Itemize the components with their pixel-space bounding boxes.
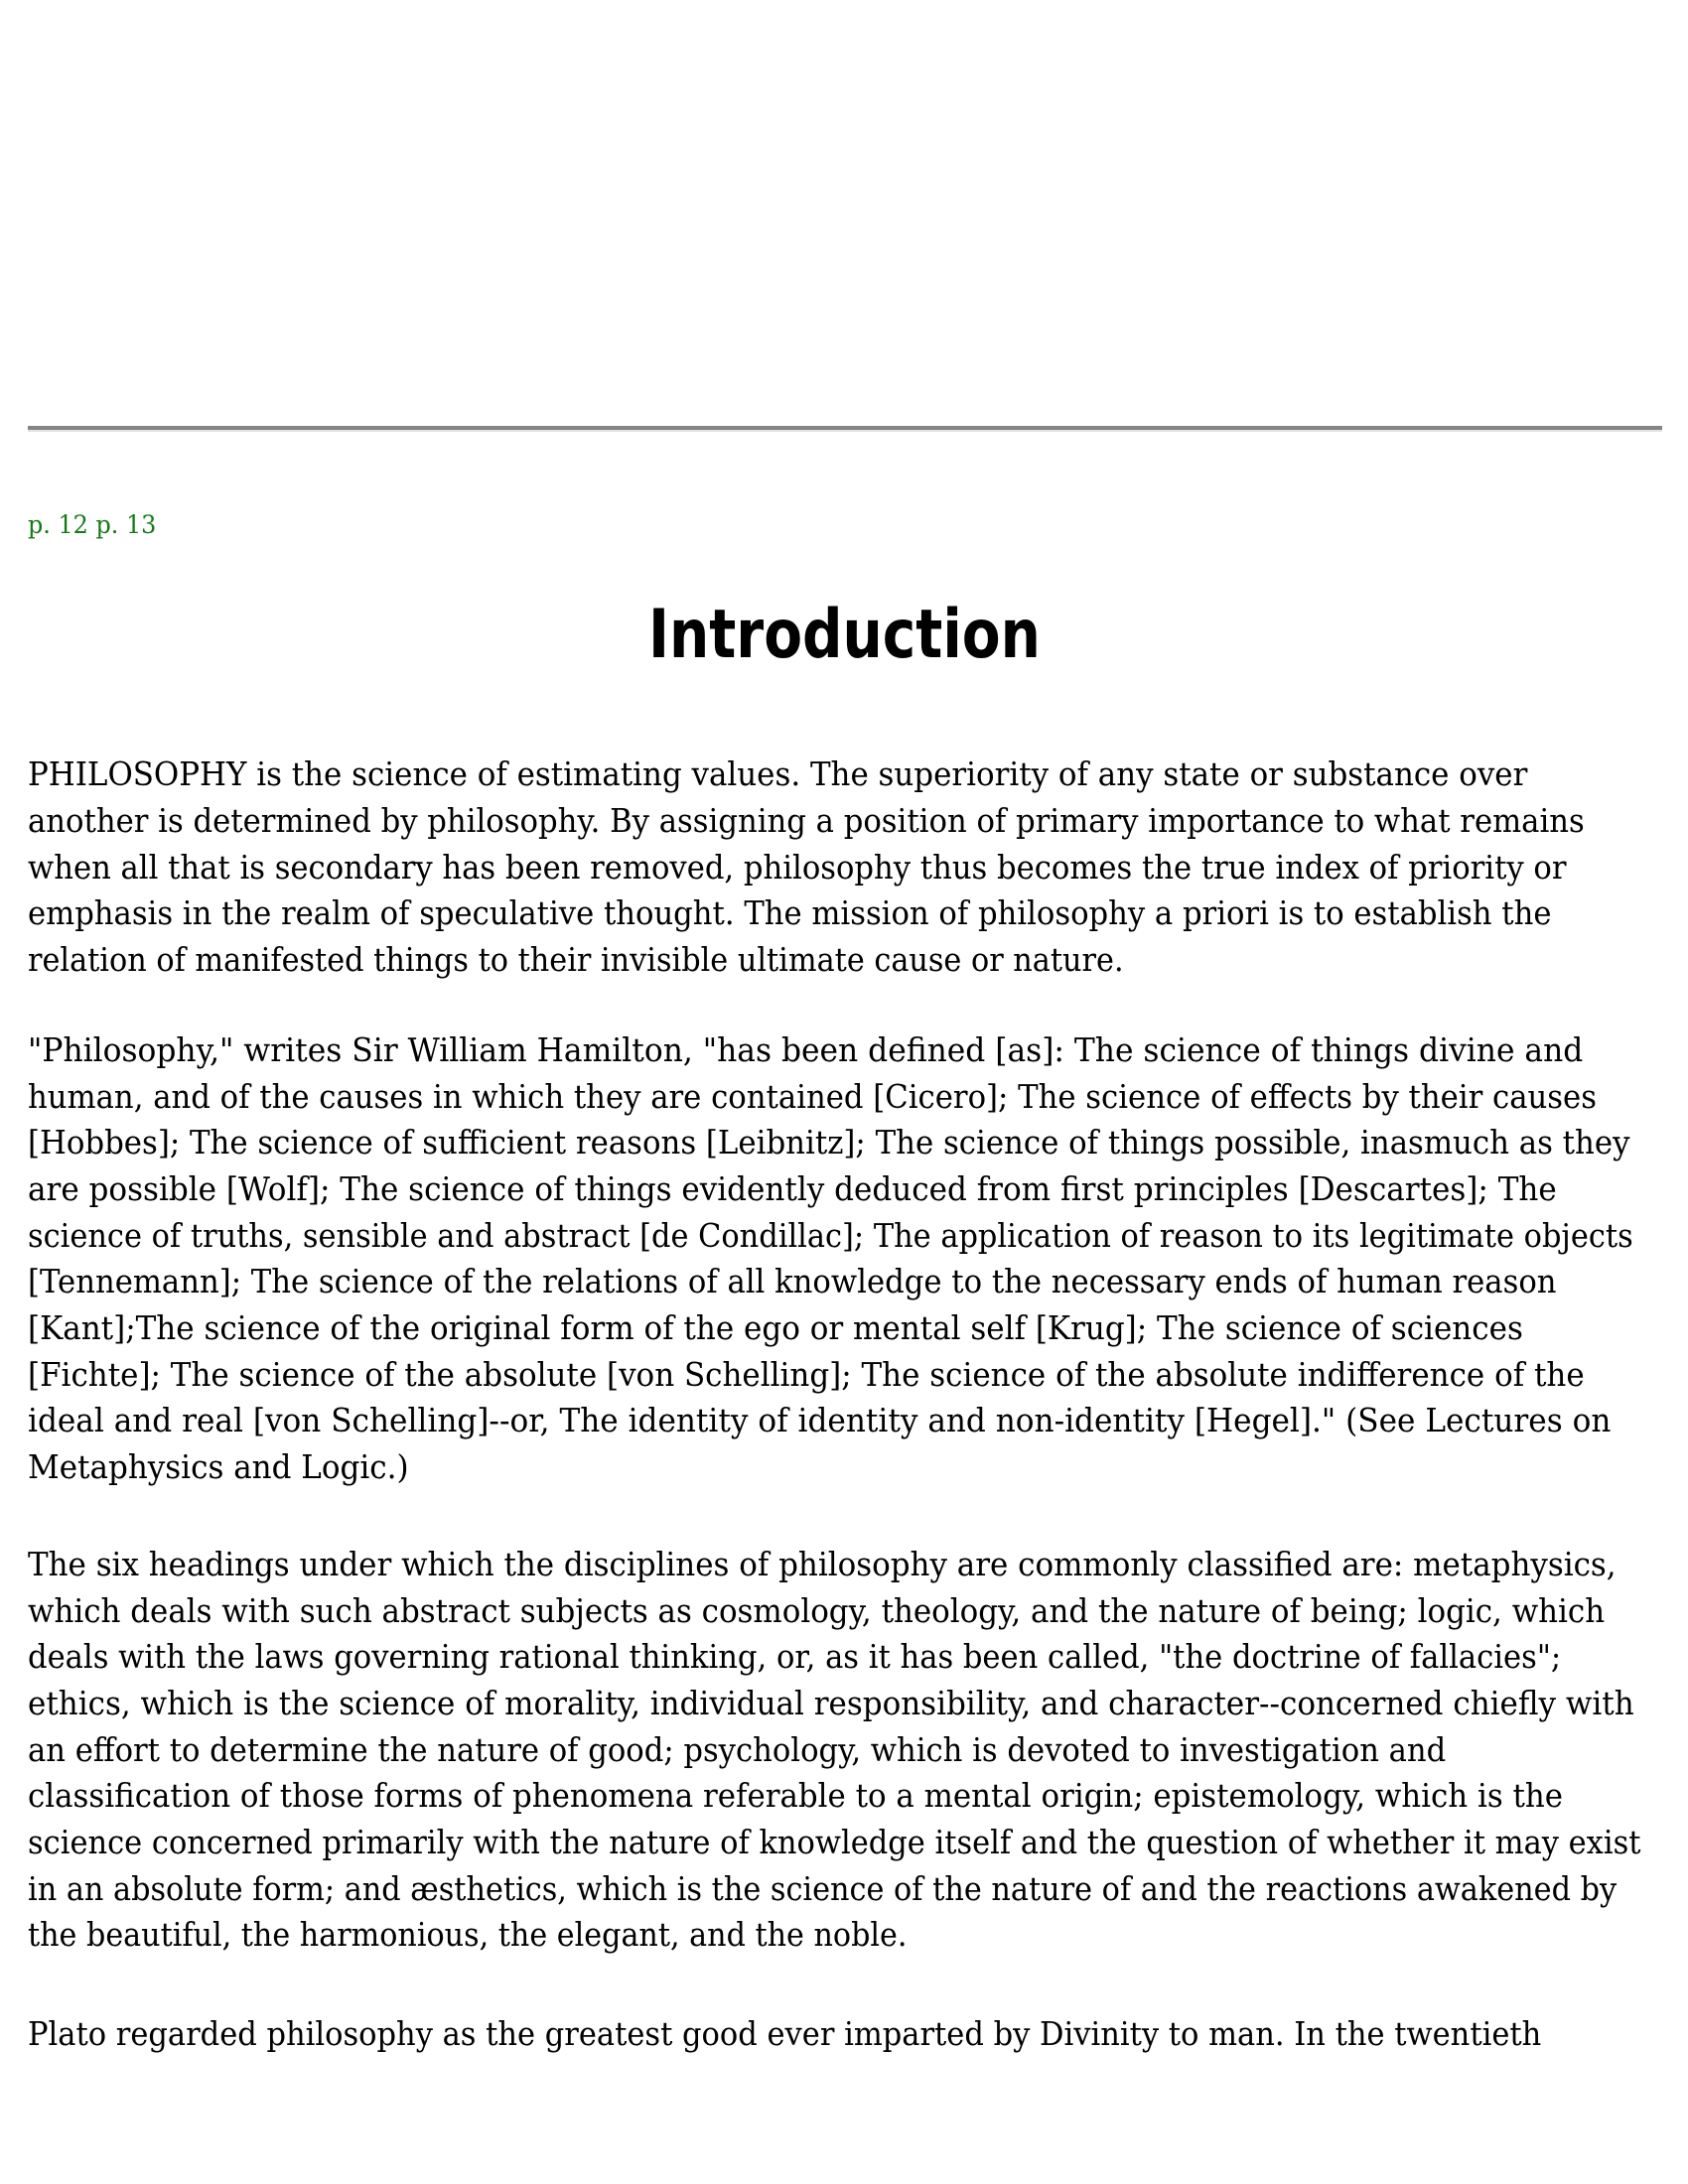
text-line: another is determined by philosophy. By assigning a position of primary importance to what remains — [28, 801, 1585, 840]
page-title-text: Introduction — [647, 596, 1041, 674]
text-line: relation of manifested things to their invisible ultimate cause or nature. — [28, 940, 1124, 979]
text-line: [Fichte]; The science of the absolute [von Schelling]; The science of the absolute indifference of the — [28, 1355, 1585, 1394]
text-line: science of truths, sensible and abstract [de Condillac]; The application of reason to its legitimate objects — [28, 1216, 1633, 1255]
text-line: human, and of the causes in which they are contained [Cicero]; The science of effects by their causes — [28, 1077, 1597, 1116]
text-line: [Tennemann]; The science of the relations of all knowledge to the necessary ends of human reason — [28, 1262, 1557, 1300]
text-line: deals with the laws governing rational thinking, or, as it has been called, "the doctrine of fallacies"; — [28, 1637, 1562, 1676]
text-line: [Kant];The science of the original form of the ego or mental self [Krug]; The science of sciences — [28, 1308, 1523, 1347]
text-line: Plato regarded philosophy as the greatest good ever imparted by Divinity to man. In the twentieth — [28, 2014, 1542, 2053]
text-line: in an absolute form; and æsthetics, which is the science of the nature of and the reactions awakened by — [28, 1869, 1618, 1908]
text-line: [Hobbes]; The science of sufficient reasons [Leibnitz]; The science of things possible, inasmuch as they — [28, 1123, 1630, 1161]
text-line: ethics, which is the science of morality, individual responsibility, and character--concerned chiefly with — [28, 1684, 1634, 1722]
text-line: The six headings under which the disciplines of philosophy are commonly classified are: metaphysics, — [28, 1545, 1617, 1583]
page-title — [0, 596, 1688, 675]
horizontal-rule — [28, 426, 1662, 432]
text-line: which deals with such abstract subjects as cosmology, theology, and the nature of being; logic, which — [28, 1591, 1606, 1630]
text-line: PHILOSOPHY is the science of estimating values. The superiority of any state or substance over — [28, 754, 1528, 793]
page-marker-13[interactable]: p. 13 — [95, 510, 157, 539]
text-line: science concerned primarily with the nature of knowledge itself and the question of whether it may exist — [28, 1823, 1641, 1861]
page-marker-12[interactable]: p. 12 — [28, 510, 88, 539]
text-line: when all that is secondary has been removed, philosophy thus becomes the true index of priority or — [28, 848, 1567, 887]
text-line: Metaphysics and Logic.) — [28, 1447, 409, 1486]
text-line: "Philosophy," writes Sir William Hamilton, "has been defined [as]: The science of things divine and — [28, 1030, 1584, 1069]
text-line: emphasis in the realm of speculative thought. The mission of philosophy a priori is to establish the — [28, 893, 1552, 932]
text-line: the beautiful, the harmonious, the elegant, and the noble. — [28, 1915, 908, 1954]
text-line: ideal and real [von Schelling]--or, The identity of identity and non-identity [Hegel]." (See Lectures on — [28, 1401, 1612, 1439]
text-line: are possible [Wolf]; The science of things evidently deduced from first principles [Descartes]; The — [28, 1169, 1557, 1208]
text-line: an effort to determine the nature of good; psychology, which is devoted to investigation and — [28, 1730, 1447, 1769]
text-line: classification of those forms of phenomena referable to a mental origin; epistemology, which is the — [28, 1776, 1564, 1815]
page-markers — [28, 508, 156, 542]
